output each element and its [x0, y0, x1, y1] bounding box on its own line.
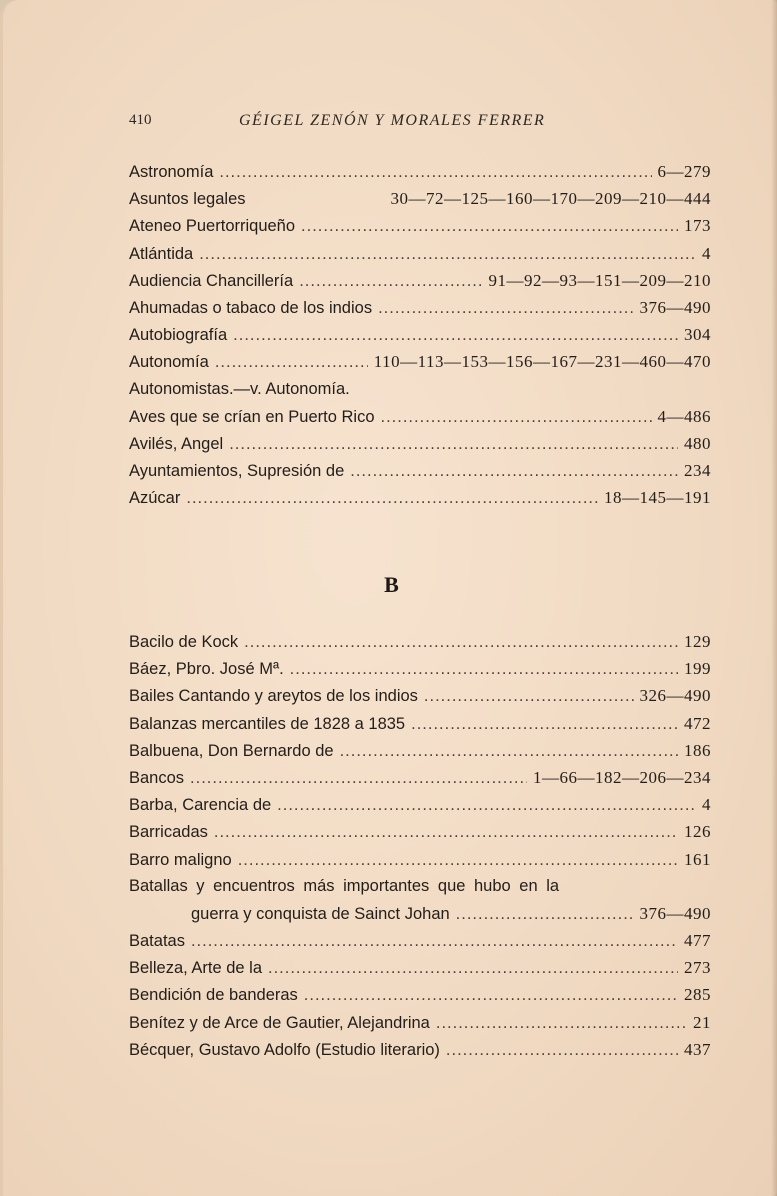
- entry-term: Bancos: [129, 768, 185, 787]
- entry-continuation: [129, 900, 711, 927]
- entry-term: Audiencia Chancillería: [129, 271, 294, 290]
- entry-term: Ahumadas o tabaco de los indios: [129, 298, 373, 317]
- page-header: [129, 112, 609, 136]
- entry-pages: 480: [684, 433, 711, 453]
- index-section-a: [129, 158, 711, 511]
- entry-term: Belleza, Arte de la: [129, 959, 262, 978]
- entry-term: Báez, Pbro. José Mª.: [129, 660, 284, 679]
- entry-term: Asuntos legales: [129, 190, 246, 209]
- index-entry: [129, 927, 711, 954]
- entry-pages: 173: [684, 216, 711, 236]
- dot-leader: [238, 847, 678, 874]
- entry-pages: 1—66—182—206—234: [533, 767, 711, 787]
- entry-pages: 376—490: [639, 297, 711, 317]
- index-entry: [129, 484, 711, 511]
- index-entry: [129, 682, 711, 709]
- entry-pages: 199: [684, 659, 711, 679]
- index-entry: [129, 981, 711, 1008]
- index-entry: [129, 185, 711, 212]
- index-entry: [129, 212, 711, 239]
- entry-pages: 91—92—93—151—209—210: [488, 270, 711, 290]
- dot-leader: [411, 711, 678, 738]
- entry-pages: 4: [702, 243, 711, 263]
- index-entry: [129, 1036, 711, 1063]
- index-entry: [129, 294, 711, 321]
- cross-reference-entry: Autonomistas.—v. Autonomía.: [129, 379, 350, 398]
- entry-term: Balanzas mercantiles de 1828 a 1835: [129, 714, 406, 733]
- dot-leader: [190, 765, 527, 792]
- entry-term: Batatas: [129, 932, 185, 951]
- dot-leader: [244, 629, 678, 656]
- dot-leader: [233, 322, 678, 349]
- entry-pages: 376—490: [639, 903, 711, 923]
- entry-term-line1: Batallas y encuentros más importantes que hubo en la: [129, 876, 560, 895]
- entry-term: Astronomía: [129, 163, 214, 181]
- index-entry: [129, 846, 711, 873]
- entry-term: Barro maligno: [129, 850, 232, 869]
- entry-pages: 472: [684, 713, 711, 733]
- entry-pages: 304: [684, 325, 711, 345]
- section-letter-heading: B: [384, 572, 399, 597]
- index-entry: [129, 764, 711, 791]
- entry-term: Balbuena, Don Bernardo de: [129, 741, 334, 760]
- entry-pages: 234: [684, 461, 711, 481]
- entry-pages: 273: [684, 958, 711, 978]
- entry-pages: 126: [684, 822, 711, 842]
- index-entry: [129, 348, 711, 375]
- dot-leader: [378, 295, 633, 322]
- dot-leader: [268, 955, 678, 982]
- entry-term: Avilés, Angel: [129, 434, 224, 453]
- index-entry: [129, 737, 711, 764]
- entry-pages: 186: [684, 740, 711, 760]
- dot-leader: [456, 901, 634, 928]
- index-entry: [129, 457, 711, 484]
- page-edge-shadow: [771, 0, 777, 1196]
- entry-pages: 477: [684, 931, 711, 951]
- entry-term: Barricadas: [129, 823, 208, 842]
- entry-term-line2: guerra y conquista de Sainct Johan: [191, 904, 450, 923]
- dot-leader: [229, 431, 678, 458]
- entry-pages: 4—486: [657, 406, 711, 426]
- entry-pages: 4: [702, 795, 711, 815]
- index-entry: [129, 321, 711, 348]
- entry-term: Barba, Carencia de: [129, 796, 272, 815]
- entry-pages: 21: [693, 1012, 711, 1032]
- entry-term: Bendición de banderas: [129, 986, 298, 1005]
- entry-term: Azúcar: [129, 489, 181, 508]
- entry-term: Autonomía: [129, 353, 209, 372]
- entry-pages: 110—113—153—156—167—231—460—470: [373, 352, 711, 372]
- dot-leader: [219, 159, 651, 186]
- entry-term: Benítez y de Arce de Gautier, Alejandrina: [129, 1013, 430, 1032]
- dot-leader: [191, 928, 678, 955]
- entry-term: Aves que se crían en Puerto Rico: [129, 407, 375, 426]
- dot-leader: [304, 982, 678, 1009]
- index-entry: [129, 954, 711, 981]
- dot-leader: [290, 656, 678, 683]
- entry-term: Bécquer, Gustavo Adolfo (Estudio literario): [129, 1040, 440, 1059]
- entry-term: Atlántida: [129, 244, 194, 263]
- index-entry: [129, 655, 711, 682]
- dot-leader: [186, 485, 598, 512]
- index-entry: [129, 710, 711, 737]
- dot-leader: [199, 241, 696, 268]
- entry-pages: 437: [684, 1039, 711, 1059]
- dot-leader: [436, 1010, 687, 1037]
- index-section-b: [129, 628, 711, 1063]
- dot-leader: [214, 819, 678, 846]
- entry-pages: 129: [684, 632, 711, 651]
- entry-pages: 326—490: [639, 686, 711, 706]
- entry-term: Bailes Cantando y areytos de los indios: [129, 687, 418, 706]
- dot-leader: [446, 1037, 678, 1064]
- dot-leader: [277, 792, 696, 819]
- running-title: GÉIGEL ZENÓN Y MORALES FERRER: [239, 112, 546, 129]
- index-entry: [129, 267, 711, 294]
- dot-leader: [340, 738, 678, 765]
- index-entry: [129, 430, 711, 457]
- entry-pages: 161: [684, 849, 711, 869]
- dot-leader: [215, 349, 368, 376]
- index-entry: [129, 158, 711, 185]
- entry-pages: 18—145—191: [604, 488, 711, 508]
- index-entry: [129, 1009, 711, 1036]
- index-entry: [129, 791, 711, 818]
- dot-leader: [424, 683, 634, 710]
- dot-leader: [299, 268, 482, 295]
- entry-pages: 285: [684, 985, 711, 1005]
- dot-leader: [301, 213, 678, 240]
- page-number: 410: [129, 112, 152, 128]
- entry-term: Ayuntamientos, Supresión de: [129, 462, 345, 481]
- entry-term: Autobiografía: [129, 326, 228, 345]
- entry-pages: 30—72—125—160—170—209—210—444: [390, 189, 711, 209]
- dot-leader: [350, 458, 678, 485]
- entry-pages: 6—279: [657, 162, 711, 181]
- entry-term: Ateneo Puertorriqueño: [129, 217, 296, 236]
- index-entry: [129, 628, 711, 655]
- dot-leader: [381, 404, 652, 431]
- index-entry: [129, 818, 711, 845]
- index-entry: [129, 403, 711, 430]
- entry-term: Bacilo de Kock: [129, 633, 239, 651]
- index-entry-multiline: [129, 873, 711, 927]
- index-entry: [129, 240, 711, 267]
